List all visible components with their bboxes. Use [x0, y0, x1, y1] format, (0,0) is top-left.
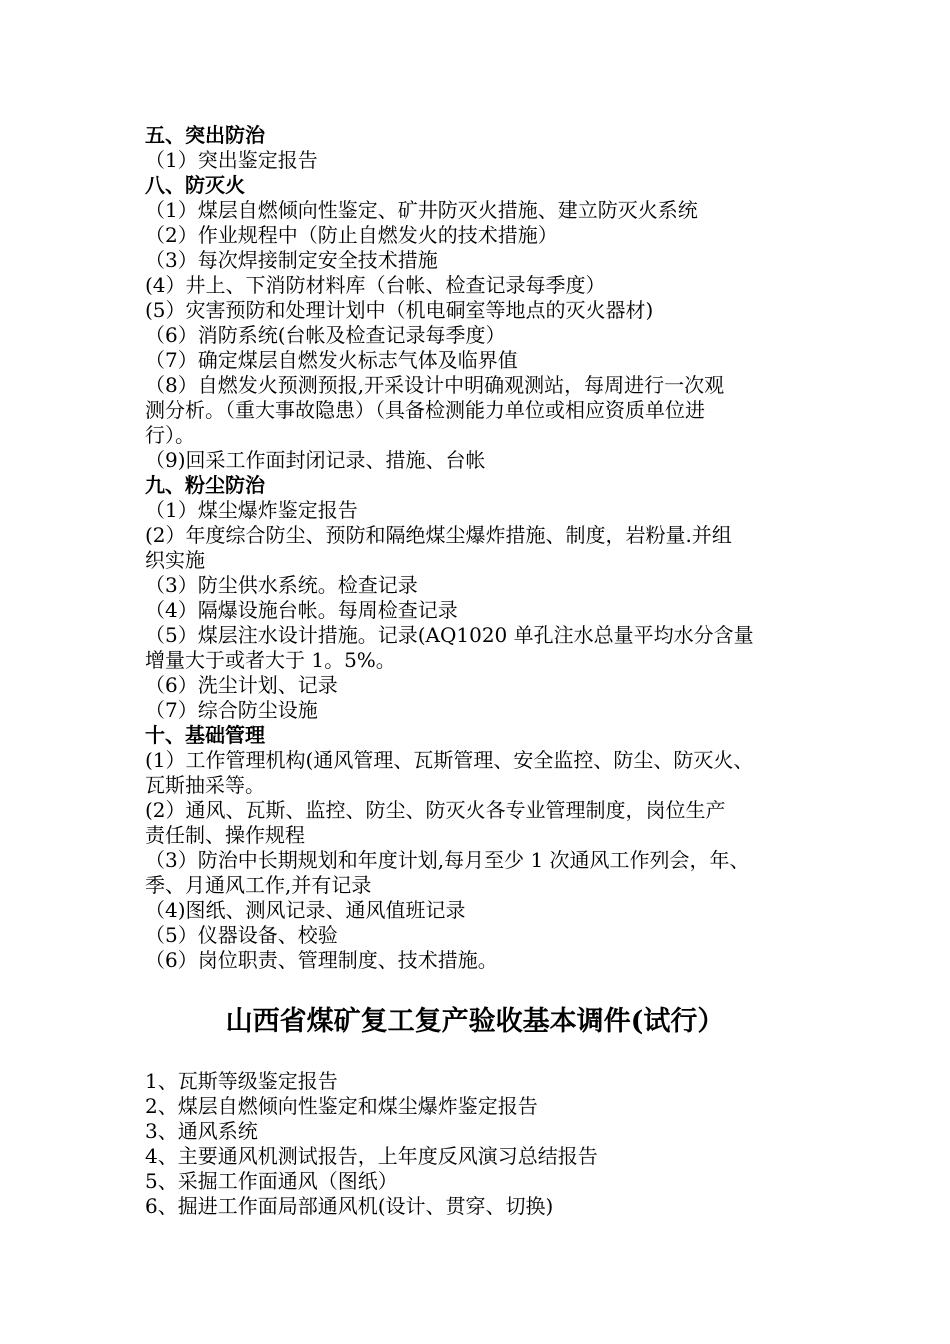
section-heading: 八、防灭火 [145, 173, 245, 197]
section-line: （3）防治中长期规划和年度计划,每月至少 1 次通风工作列会，年、 [145, 848, 750, 872]
section-line: （1）煤尘爆炸鉴定报告 [145, 498, 358, 522]
section-line: (2）年度综合防尘、预防和隔绝煤尘爆炸措施、制度，岩粉量.并组 [145, 523, 732, 547]
section-content [145, 123, 817, 973]
section-line: （7）确定煤层自燃发火标志气体及临界值 [145, 348, 518, 372]
list-item: 2、煤层自燃倾向性鉴定和煤尘爆炸鉴定报告 [145, 1094, 538, 1118]
section-line: （6）洗尘计划、记录 [145, 673, 338, 697]
section-line: 季、月通风工作,并有记录 [145, 873, 372, 897]
section-heading: 十、基础管理 [145, 723, 265, 747]
section-line: 织实施 [145, 548, 205, 572]
section-line: （6）消防系统(台帐及检查记录每季度） [145, 323, 506, 347]
document-title: 山西省煤矿复工复产验收基本调件(试行） [225, 1006, 725, 1037]
section-line: （5）仪器设备、校验 [145, 923, 338, 947]
section-line: 行）。 [145, 423, 195, 447]
section-line: (2）通风、瓦斯、监控、防尘、防灭火各专业管理制度，岗位生产 [145, 798, 726, 822]
section-line: （8）自燃发火预测预报,开采设计中明确观测站，每周进行一次观 [145, 373, 725, 397]
section-line: 瓦斯抽采等。 [145, 773, 265, 797]
section-line: (1）工作管理机构(通风管理、瓦斯管理、安全监控、防尘、防灭火、 [145, 748, 754, 772]
list-item: 1、瓦斯等级鉴定报告 [145, 1069, 338, 1093]
section-line: （3）防尘供水系统。检查记录 [145, 573, 418, 597]
section-heading: 五、突出防治 [145, 123, 265, 147]
section-line: （5）煤层注水设计措施。记录(AQ1020 单孔注水总量平均水分含量 [145, 623, 754, 647]
section-line: （6）岗位职责、管理制度、技术措施。 [145, 948, 498, 972]
list-item: 6、掘进工作面局部通风机(设计、贯穿、切换) [145, 1194, 554, 1218]
section-line: 增量大于或者大于 1。5%。 [145, 648, 396, 672]
section-line: (5）灾害预防和处理计划中（机电硐室等地点的灭火器材) [145, 298, 654, 322]
section-line: （1）突出鉴定报告 [145, 148, 318, 172]
section-line: （4）隔爆设施台帐。每周检查记录 [145, 598, 458, 622]
list-item: 3、通风系统 [145, 1119, 258, 1143]
list-item: 5、采掘工作面通风（图纸） [145, 1169, 398, 1193]
section-heading: 九、粉尘防治 [145, 473, 265, 497]
section-line: 测分析。（重大事故隐患）（具备检测能力单位或相应资质单位进 [145, 398, 705, 422]
section-line: （3）每次焊接制定安全技术措施 [145, 248, 438, 272]
section-line: （2）作业规程中（防止自燃发火的技术措施） [145, 223, 558, 247]
list-item: 4、主要通风机测试报告，上年度反风演习总结报告 [145, 1144, 598, 1168]
requirements-list [145, 1069, 817, 1219]
section-line: （7）综合防尘设施 [145, 698, 318, 722]
section-line: （1）煤层自燃倾向性鉴定、矿井防灭火措施、建立防灭火系统 [145, 198, 698, 222]
section-line: (4）井上、下消防材料库（台帐、检查记录每季度） [145, 273, 606, 297]
section-line: （4)图纸、测风记录、通风值班记录 [145, 898, 466, 922]
section-line: 责任制、操作规程 [145, 823, 305, 847]
section-line: （9)回采工作面封闭记录、措施、台帐 [145, 448, 486, 472]
